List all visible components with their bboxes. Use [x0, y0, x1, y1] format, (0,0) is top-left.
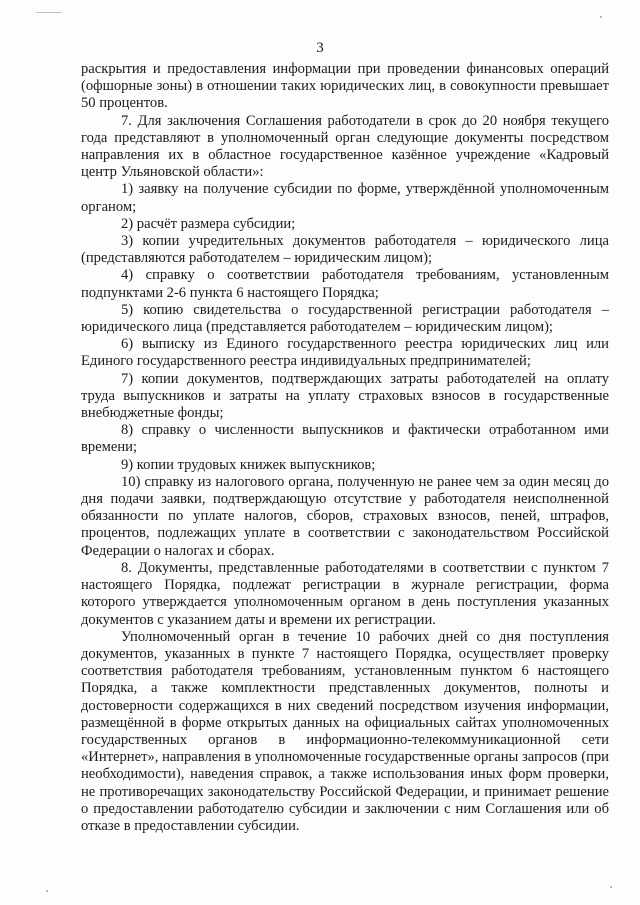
- paragraph: 10) справку из налогового органа, полученную не ранее чем за один месяц до дня подачи заявки, подтверждающую отсутствие у работодателя неисполненной обязанности по уплате налогов, сборов, страховых взносов, пеней, штрафов, процентов, подлежащих уплате в соответствии с законодательством Российской Федерации о налогах и сборах.: [81, 473, 609, 559]
- scan-artifact: [46, 890, 48, 892]
- paragraph: 3) копии учредительных документов работодателя – юридического лица (представляются работодателем – юридическим лицом);: [81, 233, 609, 267]
- paragraph: 7) копии документов, подтверждающих затраты работодателей на оплату труда выпускников и затраты на уплату страховых взносов в государственные внебюджетные фонды;: [81, 370, 609, 422]
- paragraph: 2) расчёт размера субсидии;: [121, 215, 296, 232]
- paragraph: 5) копию свидетельства о государственной регистрации работодателя – юридического лица (представляется работодателем – юридическим лицом);: [81, 301, 609, 336]
- paragraph: 9) копии трудовых книжек выпускников;: [121, 456, 376, 473]
- paragraph: 4) справку о соответствии работодателя требованиям, установленным подпунктами 2-6 пункта 6 настоящего Порядка;: [81, 267, 609, 301]
- paragraph: 6) выписку из Единого государственного реестра юридических лиц или Единого государственного реестра индивидуальных предпринимателей;: [81, 336, 609, 370]
- paragraph: раскрытия и предоставления информации при проведении финансовых операций (офшорные зоны) в отношении таких юридических лиц, в совокупности превышает 50 процентов.: [81, 61, 609, 112]
- page-number: 3: [316, 40, 324, 56]
- paragraph: 1) заявку на получение субсидии по форме, утверждённой уполномоченным органом;: [81, 181, 609, 215]
- paragraph: 8. Документы, представленные работодателями в соответствии с пунктом 7 настоящего Порядка, подлежат регистрации в журнале регистрации, форма которого утверждается уполномоченным органом в день поступления указанных документов с указанием даты и времени их регистрации.: [81, 559, 609, 628]
- scan-artifact: [36, 12, 62, 13]
- document-body: [81, 61, 609, 835]
- scan-artifact: [610, 886, 612, 888]
- paragraph: 8) справку о численности выпускников и фактически отработанном ими времени;: [81, 422, 609, 456]
- paragraph: Уполномоченный орган в течение 10 рабочих дней со дня поступления документов, указанных в пункте 7 настоящего Порядка, осуществляет проверку соответствия работодателя требованиям, установленным пунктом 6 настоящего Порядка, а также комплектности представленных документов, полноты и достоверности содержащихся в них сведений посредством изучения информации, размещённой в форме открытых данных на официальных сайтах уполномоченных государственных органов в информационно-телекоммуникационной сети «Интернет», направления в уполномоченные государственные органы запросов (при необходимости), наведения справок, а также использования иных форм проверки, не противоречащих законодательству Российской Федерации, и принимает решение о предоставлении работодателю субсидии и заключении с ним Соглашения или об отказе в предоставлении субсидии.: [81, 628, 609, 834]
- paragraph: 7. Для заключения Соглашения работодатели в срок до 20 ноября текущего года представляют в уполномоченный орган следующие документы посредством направления их в областное государственное казённое учреждение «Кадровый центр Ульяновской области»:: [81, 112, 609, 181]
- scan-artifact: [600, 16, 602, 18]
